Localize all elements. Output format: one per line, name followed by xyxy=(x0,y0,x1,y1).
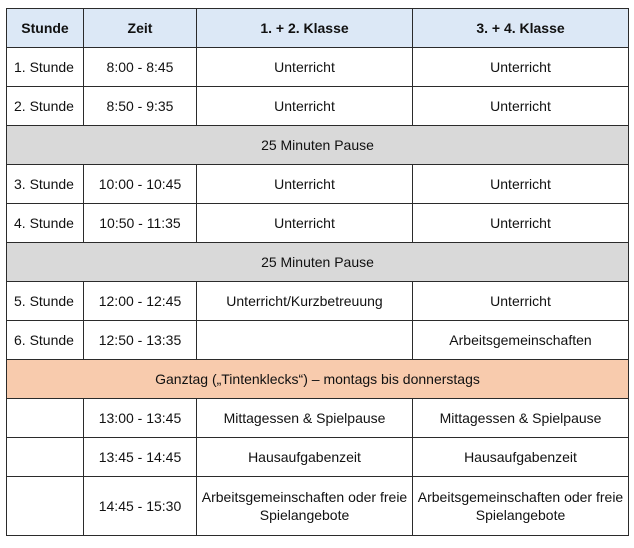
klasse-1-2-cell: Unterricht xyxy=(197,165,413,204)
table-row xyxy=(7,48,629,87)
klasse-1-2-cell: Mittagessen & Spielpause xyxy=(197,399,413,438)
zeit-cell: 13:00 - 13:45 xyxy=(84,399,197,438)
header-zeit: Zeit xyxy=(84,9,197,48)
table-row xyxy=(7,477,629,536)
zeit-cell: 12:50 - 13:35 xyxy=(84,321,197,360)
stunde-cell: 1. Stunde xyxy=(7,48,84,87)
header-stunde: Stunde xyxy=(7,9,84,48)
ganztag-cell: Ganztag („Tintenklecks“) – montags bis donnerstags xyxy=(7,360,629,399)
klasse-3-4-cell: Unterricht xyxy=(413,204,629,243)
stunde-cell xyxy=(7,477,84,536)
header-klasse-1-2: 1. + 2. Klasse xyxy=(197,9,413,48)
school-schedule-table xyxy=(6,8,629,536)
stunde-cell: 4. Stunde xyxy=(7,204,84,243)
klasse-1-2-cell: Unterricht/Kurzbetreuung xyxy=(197,282,413,321)
schedule-container xyxy=(6,8,629,536)
table-row xyxy=(7,282,629,321)
stunde-cell: 5. Stunde xyxy=(7,282,84,321)
table-row xyxy=(7,87,629,126)
stunde-cell xyxy=(7,399,84,438)
klasse-3-4-cell: Mittagessen & Spielpause xyxy=(413,399,629,438)
zeit-cell: 13:45 - 14:45 xyxy=(84,438,197,477)
klasse-1-2-cell: Arbeitsgemeinschaften oder freie Spielangebote xyxy=(197,477,413,536)
pause-row xyxy=(7,126,629,165)
klasse-3-4-cell: Unterricht xyxy=(413,48,629,87)
zeit-cell: 10:00 - 10:45 xyxy=(84,165,197,204)
ganztag-row xyxy=(7,360,629,399)
table-row xyxy=(7,204,629,243)
zeit-cell: 12:00 - 12:45 xyxy=(84,282,197,321)
klasse-3-4-cell: Arbeitsgemeinschaften oder freie Spielangebote xyxy=(413,477,629,536)
stunde-cell: 2. Stunde xyxy=(7,87,84,126)
klasse-3-4-cell: Unterricht xyxy=(413,87,629,126)
klasse-3-4-cell: Arbeitsgemeinschaften xyxy=(413,321,629,360)
header-row xyxy=(7,9,629,48)
stunde-cell xyxy=(7,438,84,477)
klasse-3-4-cell: Hausaufgabenzeit xyxy=(413,438,629,477)
klasse-1-2-cell xyxy=(197,321,413,360)
klasse-1-2-cell: Unterricht xyxy=(197,87,413,126)
pause-cell: 25 Minuten Pause xyxy=(7,243,629,282)
zeit-cell: 14:45 - 15:30 xyxy=(84,477,197,536)
header-klasse-3-4: 3. + 4. Klasse xyxy=(413,9,629,48)
table-row xyxy=(7,321,629,360)
klasse-1-2-cell: Hausaufgabenzeit xyxy=(197,438,413,477)
pause-cell: 25 Minuten Pause xyxy=(7,126,629,165)
table-row xyxy=(7,165,629,204)
stunde-cell: 3. Stunde xyxy=(7,165,84,204)
zeit-cell: 8:00 - 8:45 xyxy=(84,48,197,87)
zeit-cell: 8:50 - 9:35 xyxy=(84,87,197,126)
klasse-1-2-cell: Unterricht xyxy=(197,48,413,87)
table-row xyxy=(7,438,629,477)
klasse-3-4-cell: Unterricht xyxy=(413,165,629,204)
klasse-1-2-cell: Unterricht xyxy=(197,204,413,243)
pause-row xyxy=(7,243,629,282)
table-row xyxy=(7,399,629,438)
klasse-3-4-cell: Unterricht xyxy=(413,282,629,321)
zeit-cell: 10:50 - 11:35 xyxy=(84,204,197,243)
stunde-cell: 6. Stunde xyxy=(7,321,84,360)
